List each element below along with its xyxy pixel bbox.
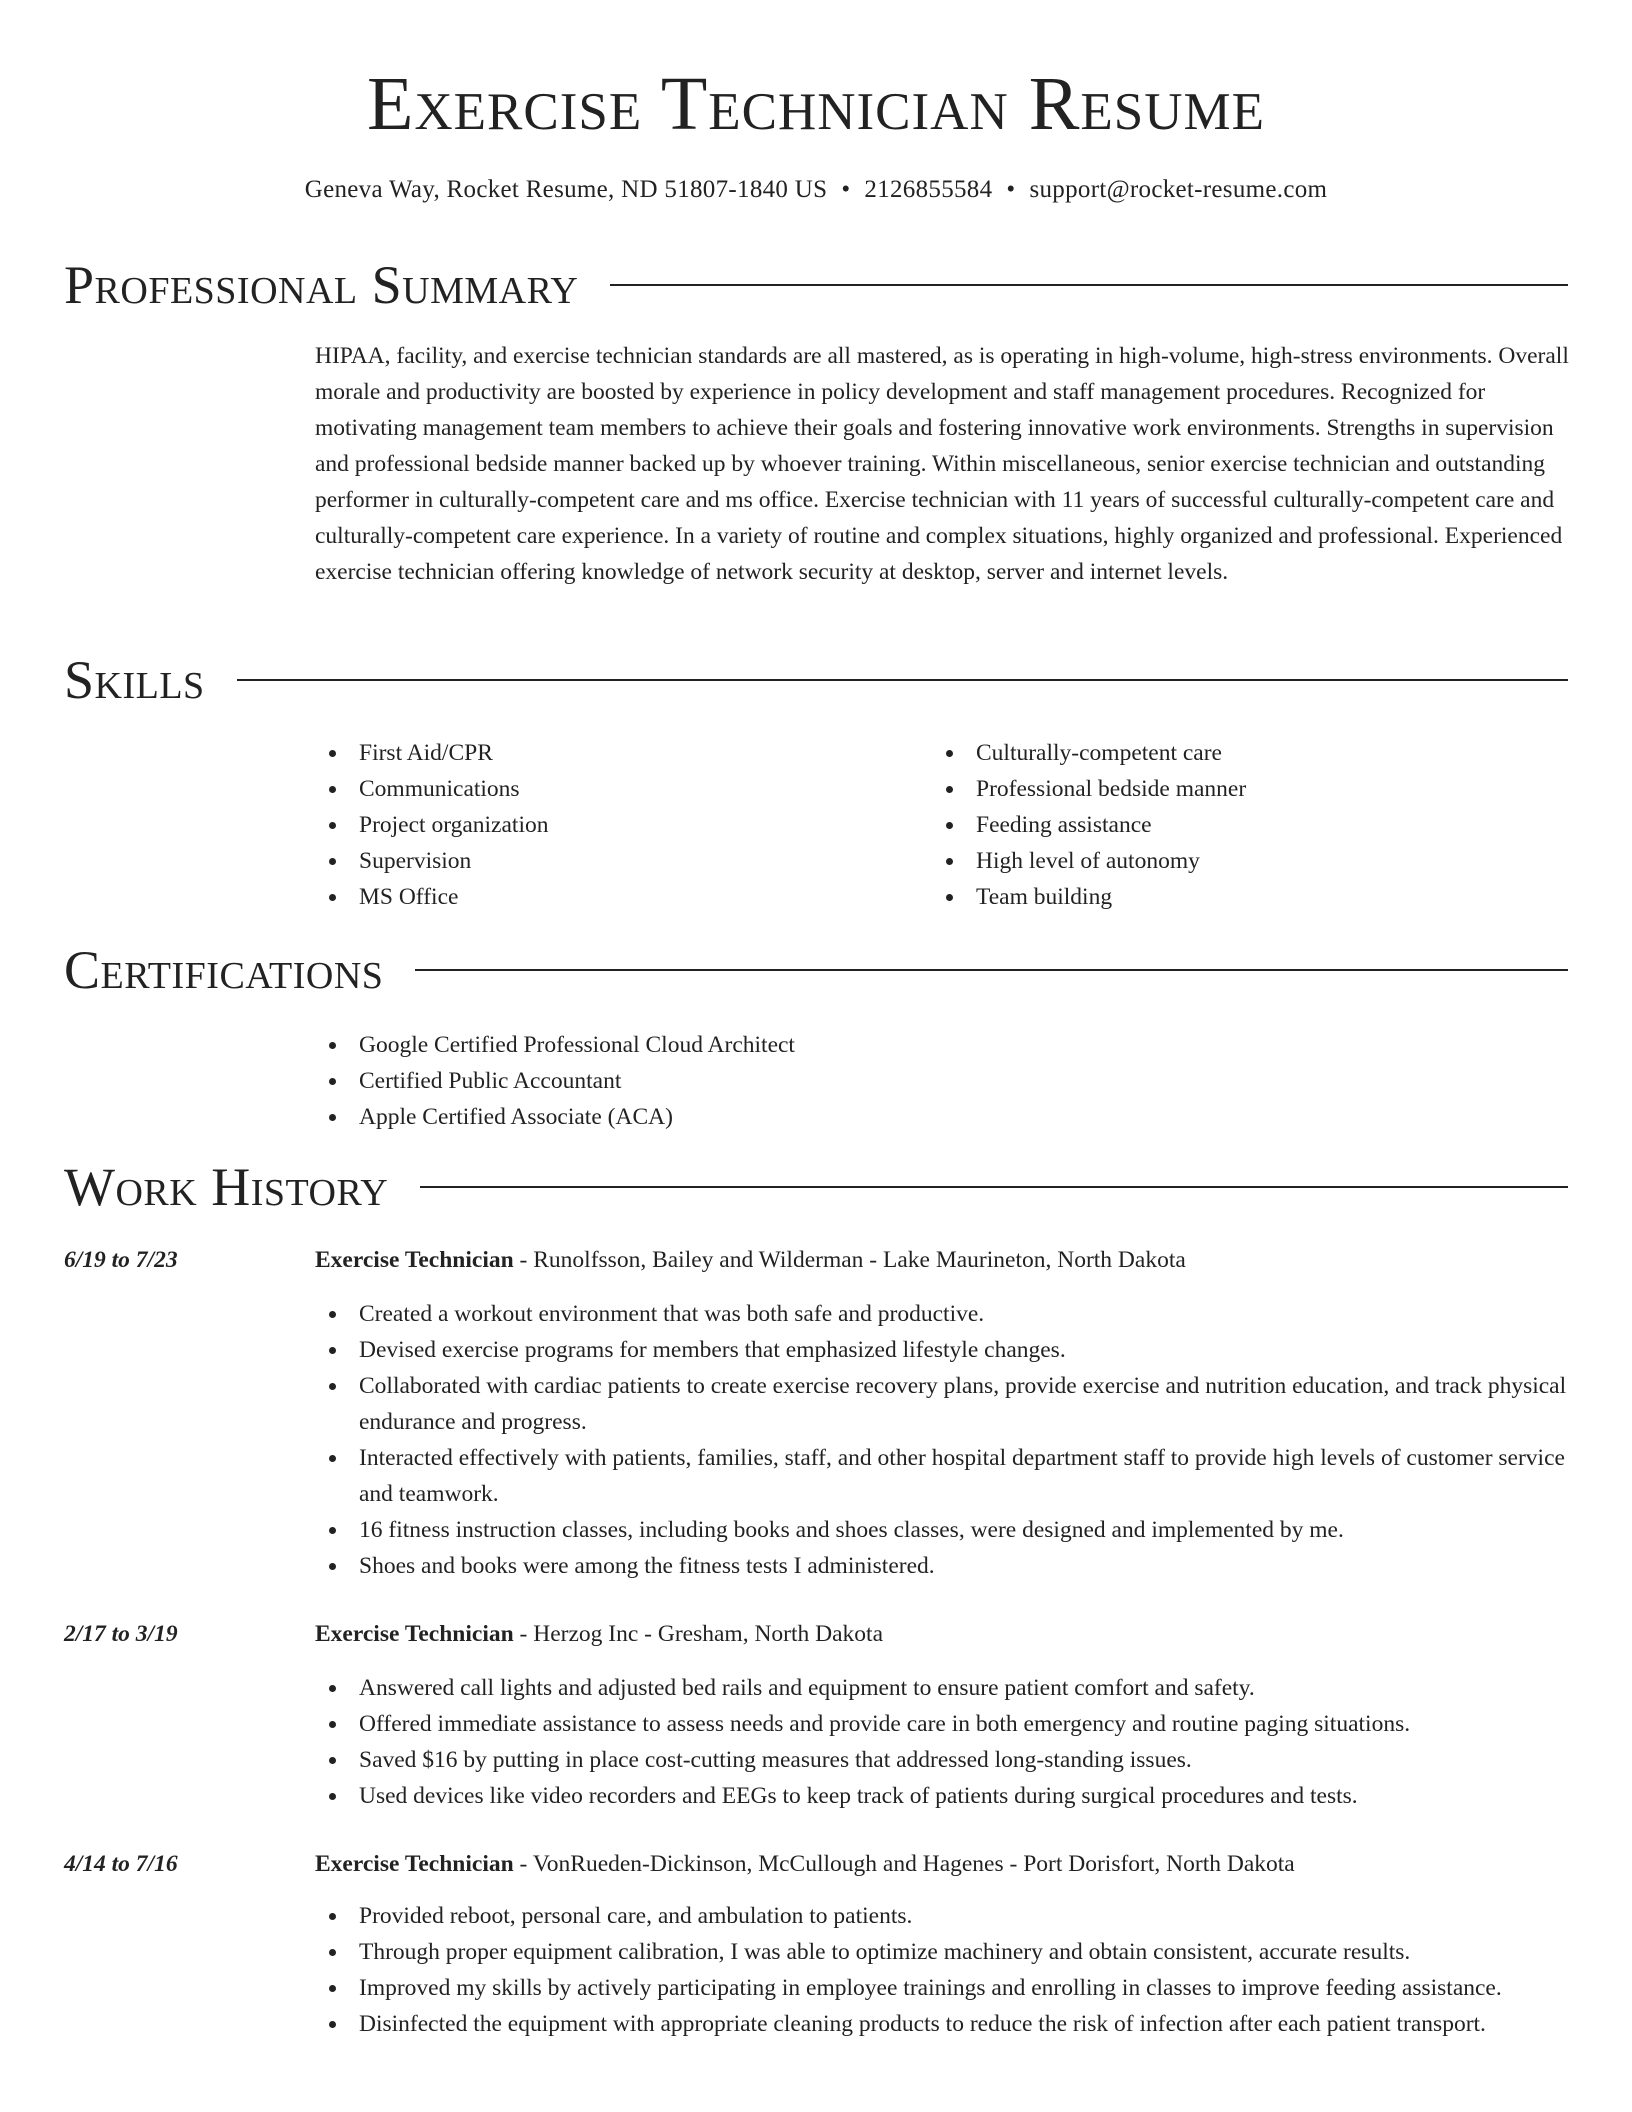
job-duty: Interacted effectively with patients, families, staff, and other hospital department staff to provide high levels of customer service and teamwork.	[315, 1440, 1570, 1512]
job-header	[315, 1242, 1570, 1278]
skill-item: Communications	[315, 771, 915, 807]
job-dates: 4/14 to 7/16	[64, 1851, 178, 1877]
job-duty: Shoes and books were among the fitness tests I administered.	[315, 1548, 1570, 1584]
skills-heading: Skills	[64, 650, 205, 710]
job-duty: 16 fitness instruction classes, including books and shoes classes, were designed and implemented by me.	[315, 1512, 1570, 1548]
job-duties-list	[315, 1670, 1570, 1814]
skill-item: Supervision	[315, 843, 915, 879]
job-duty: Created a workout environment that was both safe and productive.	[315, 1296, 1570, 1332]
skills-section-header	[64, 648, 1568, 712]
section-divider	[420, 1186, 1568, 1188]
job-header	[315, 1846, 1570, 1882]
skill-item: Professional bedside manner	[932, 771, 1572, 807]
job-duty: Through proper equipment calibration, I was able to optimize machinery and obtain consistent, accurate results.	[315, 1934, 1570, 1970]
certification-item: Google Certified Professional Cloud Architect	[315, 1027, 1570, 1063]
job-header	[315, 1616, 1570, 1652]
certification-item: Certified Public Accountant	[315, 1063, 1570, 1099]
resume-title: Exercise Technician Resume	[366, 62, 1266, 146]
skill-item: Culturally-competent care	[932, 735, 1572, 771]
job-employer: - Runolfsson, Bailey and Wilderman - Lake Maurineton, North Dakota	[513, 1247, 1186, 1273]
contact-address: Geneva Way, Rocket Resume, ND 51807-1840 US	[304, 176, 828, 203]
skills-list-right	[932, 735, 1572, 915]
summary-section-header	[64, 253, 1568, 317]
contact-separator: •	[1006, 176, 1016, 203]
job-duty: Answered call lights and adjusted bed rails and equipment to ensure patient comfort and safety.	[315, 1670, 1570, 1706]
section-divider	[415, 969, 1568, 971]
job-role: Exercise Technician	[315, 1247, 514, 1273]
contact-line	[0, 173, 1632, 207]
job-duty: Disinfected the equipment with appropriate cleaning products to reduce the risk of infection after each patient transport.	[315, 2006, 1570, 2042]
skills-list-left	[315, 735, 915, 915]
skill-item: Feeding assistance	[932, 807, 1572, 843]
skill-item: MS Office	[315, 879, 915, 915]
job-duty: Devised exercise programs for members that emphasized lifestyle changes.	[315, 1332, 1570, 1368]
summary-text: HIPAA, facility, and exercise technician standards are all mastered, as is operating in high-volume, high-stress environments. Overall morale and productivity are boosted by experience in policy development and staff management procedures. Recognized for motivating management team members to achieve their goals and fostering innovative work environments. Strengths in supervision and professional bedside manner backed up by whoever training. Within miscellaneous, senior exercise technician and outstanding performer in culturally-competent care and ms office. Exercise technician with 11 years of successful culturally-competent care and culturally-competent care experience. In a variety of routine and complex situations, highly organized and professional. Experienced exercise technician offering knowledge of network security at desktop, server and internet levels.	[315, 343, 1569, 585]
certifications-heading: Certifications	[64, 940, 384, 1000]
job-duty: Improved my skills by actively participating in employee trainings and enrolling in classes to improve feeding assistance.	[315, 1970, 1570, 2006]
contact-email: support@rocket-resume.com	[1029, 176, 1328, 203]
skill-item: Project organization	[315, 807, 915, 843]
contact-phone: 2126855584	[864, 176, 993, 203]
job-duty: Saved $16 by putting in place cost-cutting measures that addressed long-standing issues.	[315, 1742, 1570, 1778]
skill-item: Team building	[932, 879, 1572, 915]
summary-heading: Professional Summary	[64, 255, 579, 315]
job-employer: - Herzog Inc - Gresham, North Dakota	[513, 1621, 884, 1647]
job-duty: Offered immediate assistance to assess needs and provide care in both emergency and routine paging situations.	[315, 1706, 1570, 1742]
job-duty: Collaborated with cardiac patients to create exercise recovery plans, provide exercise and nutrition education, and track physical endurance and progress.	[315, 1368, 1570, 1440]
job-duties-list	[315, 1296, 1570, 1584]
certifications-section-header	[64, 938, 1568, 1002]
job-duty: Provided reboot, personal care, and ambulation to patients.	[315, 1898, 1570, 1934]
skill-item: High level of autonomy	[932, 843, 1572, 879]
job-role: Exercise Technician	[315, 1621, 514, 1647]
section-divider	[237, 679, 1568, 681]
work-history-section-header	[64, 1155, 1568, 1219]
job-duty: Used devices like video recorders and EEGs to keep track of patients during surgical procedures and tests.	[315, 1778, 1570, 1814]
skill-item: First Aid/CPR	[315, 735, 915, 771]
work-history-heading: Work History	[64, 1157, 389, 1217]
contact-separator: •	[841, 176, 851, 203]
section-divider	[610, 284, 1568, 286]
job-duties-list	[315, 1898, 1570, 2042]
job-dates: 6/19 to 7/23	[64, 1247, 178, 1273]
certifications-list	[315, 1027, 1570, 1135]
job-employer: - VonRueden-Dickinson, McCullough and Hagenes - Port Dorisfort, North Dakota	[513, 1851, 1295, 1877]
job-dates: 2/17 to 3/19	[64, 1621, 178, 1647]
certification-item: Apple Certified Associate (ACA)	[315, 1099, 1570, 1135]
job-role: Exercise Technician	[315, 1851, 514, 1877]
